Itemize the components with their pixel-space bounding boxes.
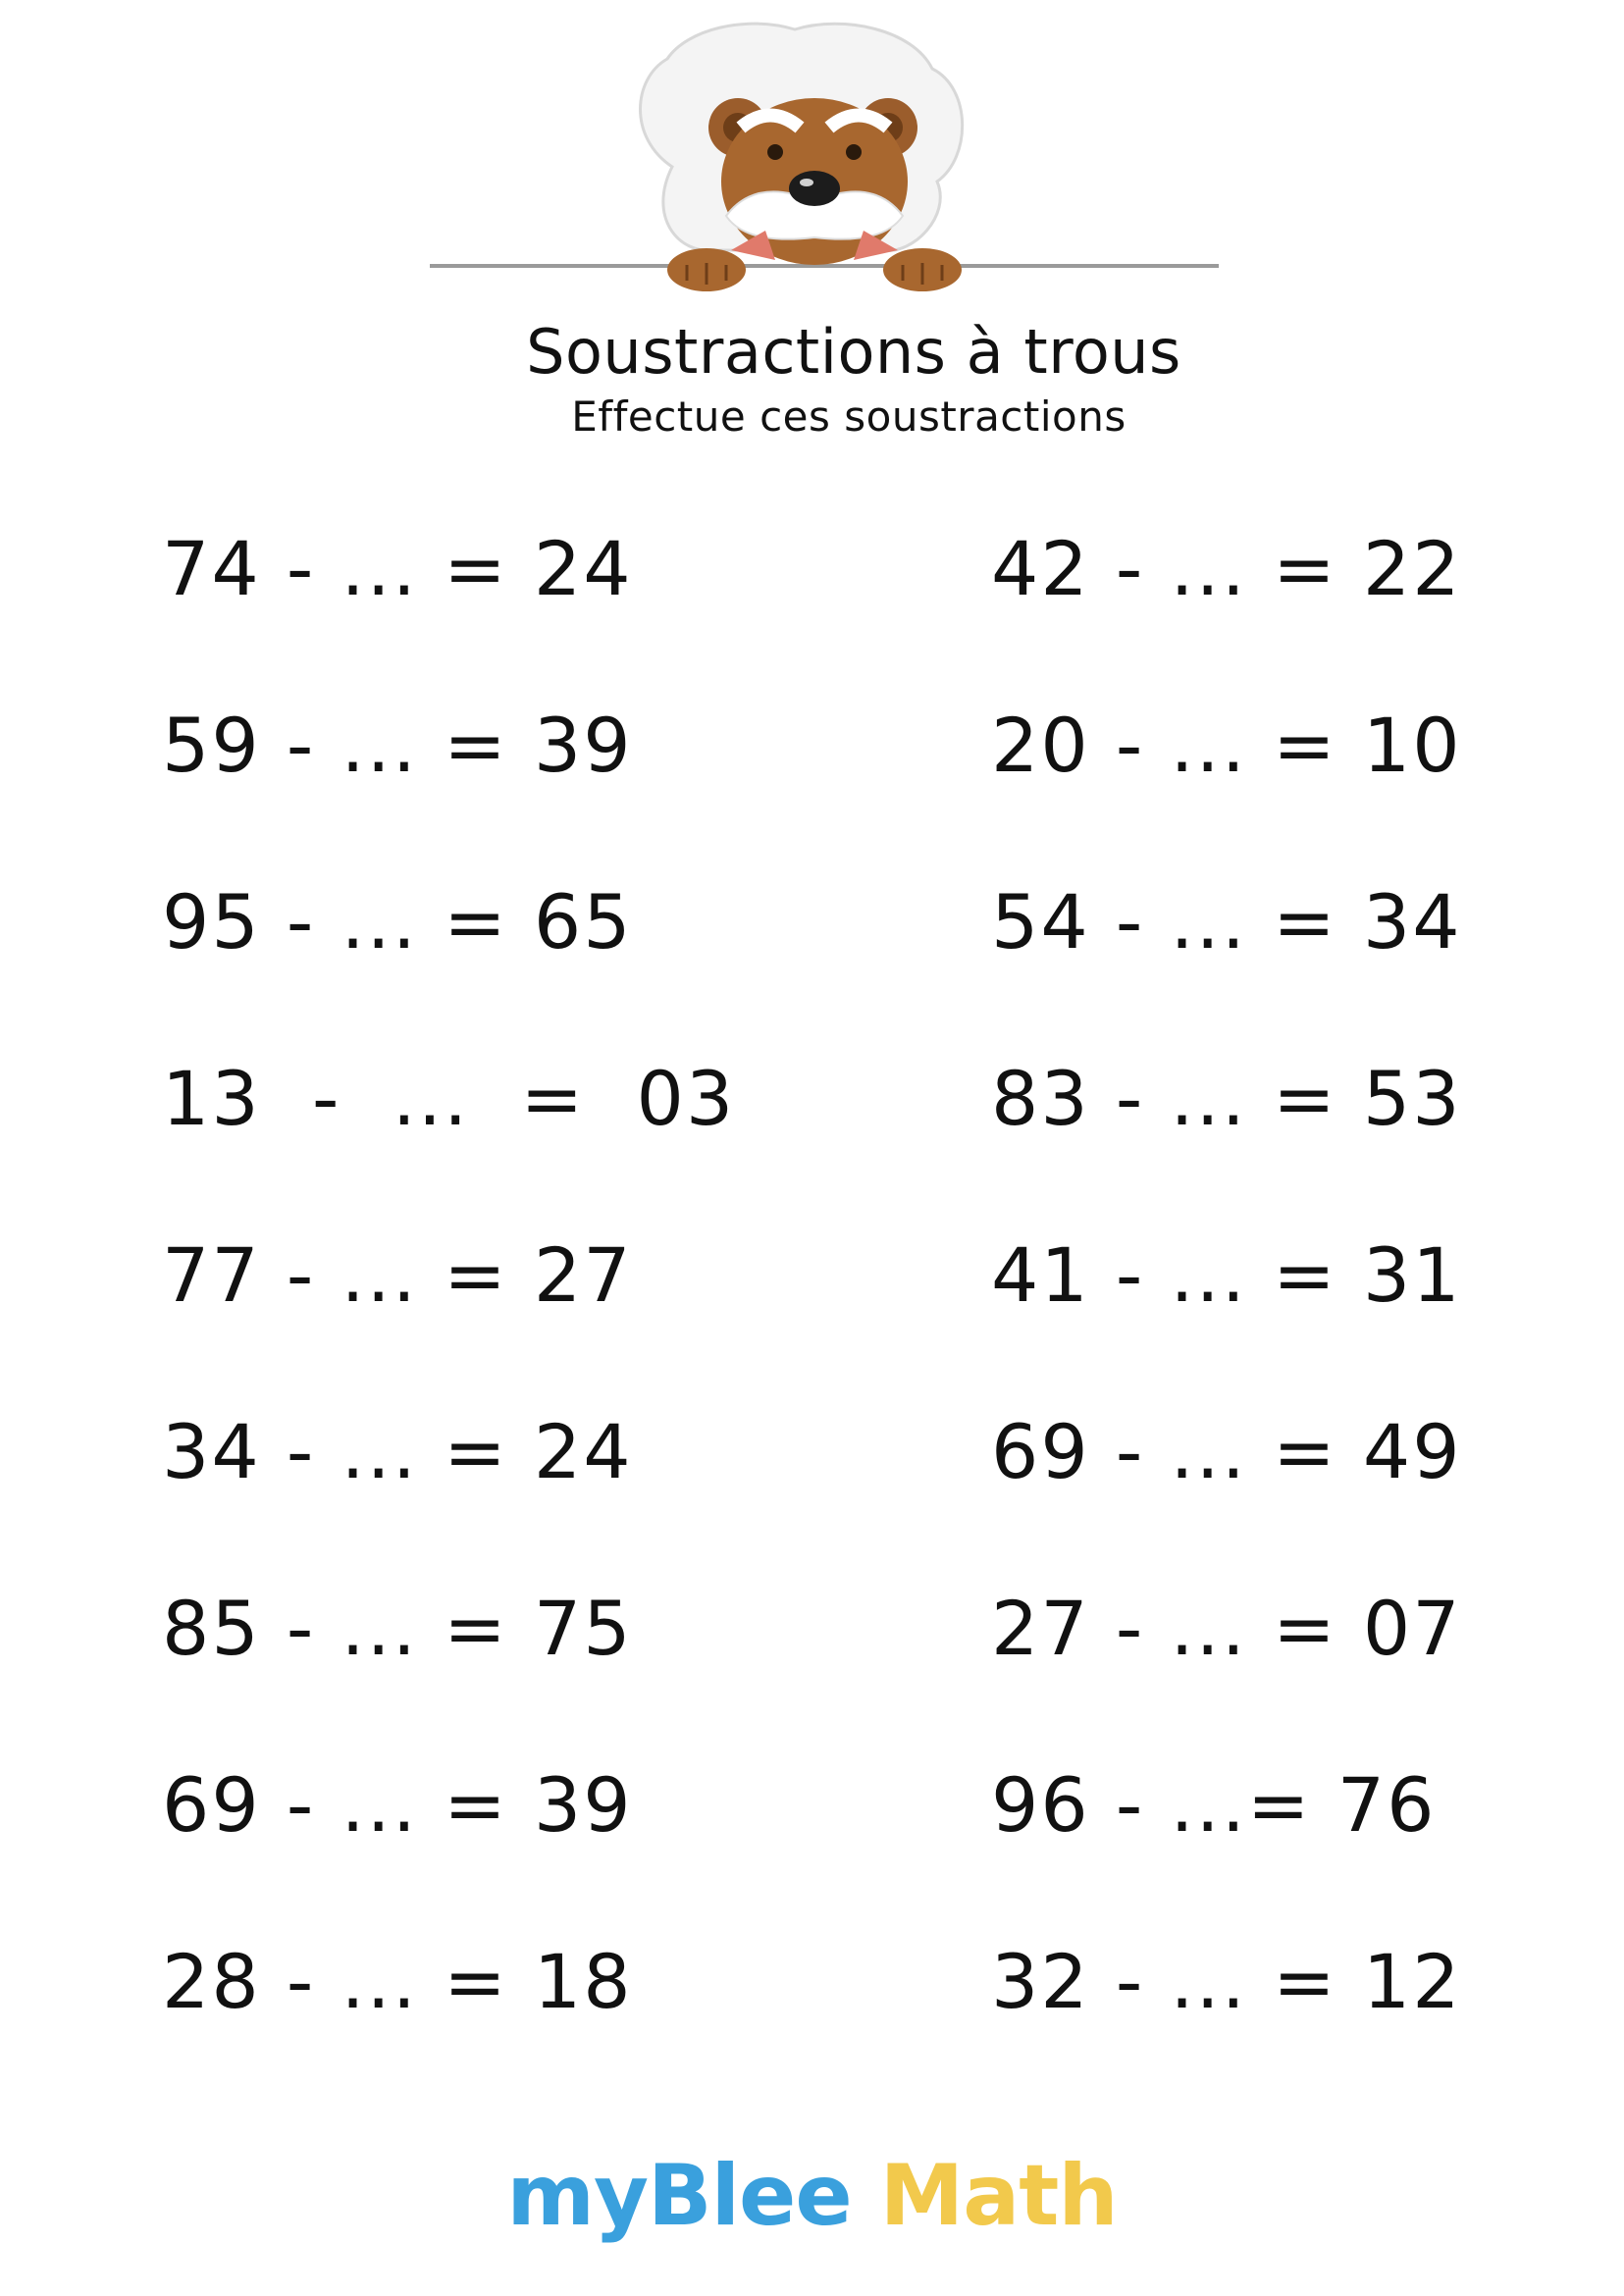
- subtraction-problem: 54 - ... = 34: [991, 878, 1462, 965]
- logo-math-text: Math: [879, 2147, 1118, 2245]
- subtraction-problem: 41 - ... = 31: [991, 1231, 1462, 1319]
- subtraction-problem: 28 - ... = 18: [162, 1938, 633, 2025]
- subtraction-problem: 85 - ... = 75: [162, 1585, 633, 1672]
- subtraction-problem: 74 - ... = 24: [162, 525, 633, 612]
- subtraction-problem: 32 - ... = 12: [991, 1938, 1462, 2025]
- page-subtitle: Effectue ces soustractions: [571, 392, 1126, 441]
- subtraction-problem: 42 - ... = 22: [991, 525, 1462, 612]
- subtraction-problem: 69 - ... = 39: [162, 1761, 633, 1849]
- subtraction-problem: 95 - ... = 65: [162, 878, 633, 965]
- subtraction-problem: 20 - ... = 10: [991, 702, 1462, 789]
- subtraction-problem: 96 - ...= 76: [991, 1761, 1437, 1849]
- subtraction-problem: 77 - ... = 27: [162, 1231, 633, 1319]
- subtraction-problem: 27 - ... = 07: [991, 1585, 1462, 1672]
- myblee-math-logo: [0, 2147, 1624, 2245]
- bear-mascot-icon: [422, 20, 1236, 314]
- subtraction-problem: 69 - ... = 49: [991, 1408, 1462, 1495]
- subtraction-problem: 13 - ... = 03: [162, 1055, 736, 1142]
- subtraction-problem: 59 - ... = 39: [162, 702, 633, 789]
- left-problem-column: [162, 520, 735, 2110]
- subtraction-problem: 83 - ... = 53: [991, 1055, 1462, 1142]
- right-problem-column: [991, 520, 1462, 2110]
- logo-myblee-text: myBlee: [506, 2147, 852, 2245]
- page-title: Soustractions à trous: [526, 316, 1181, 388]
- subtraction-problem: 34 - ... = 24: [162, 1408, 633, 1495]
